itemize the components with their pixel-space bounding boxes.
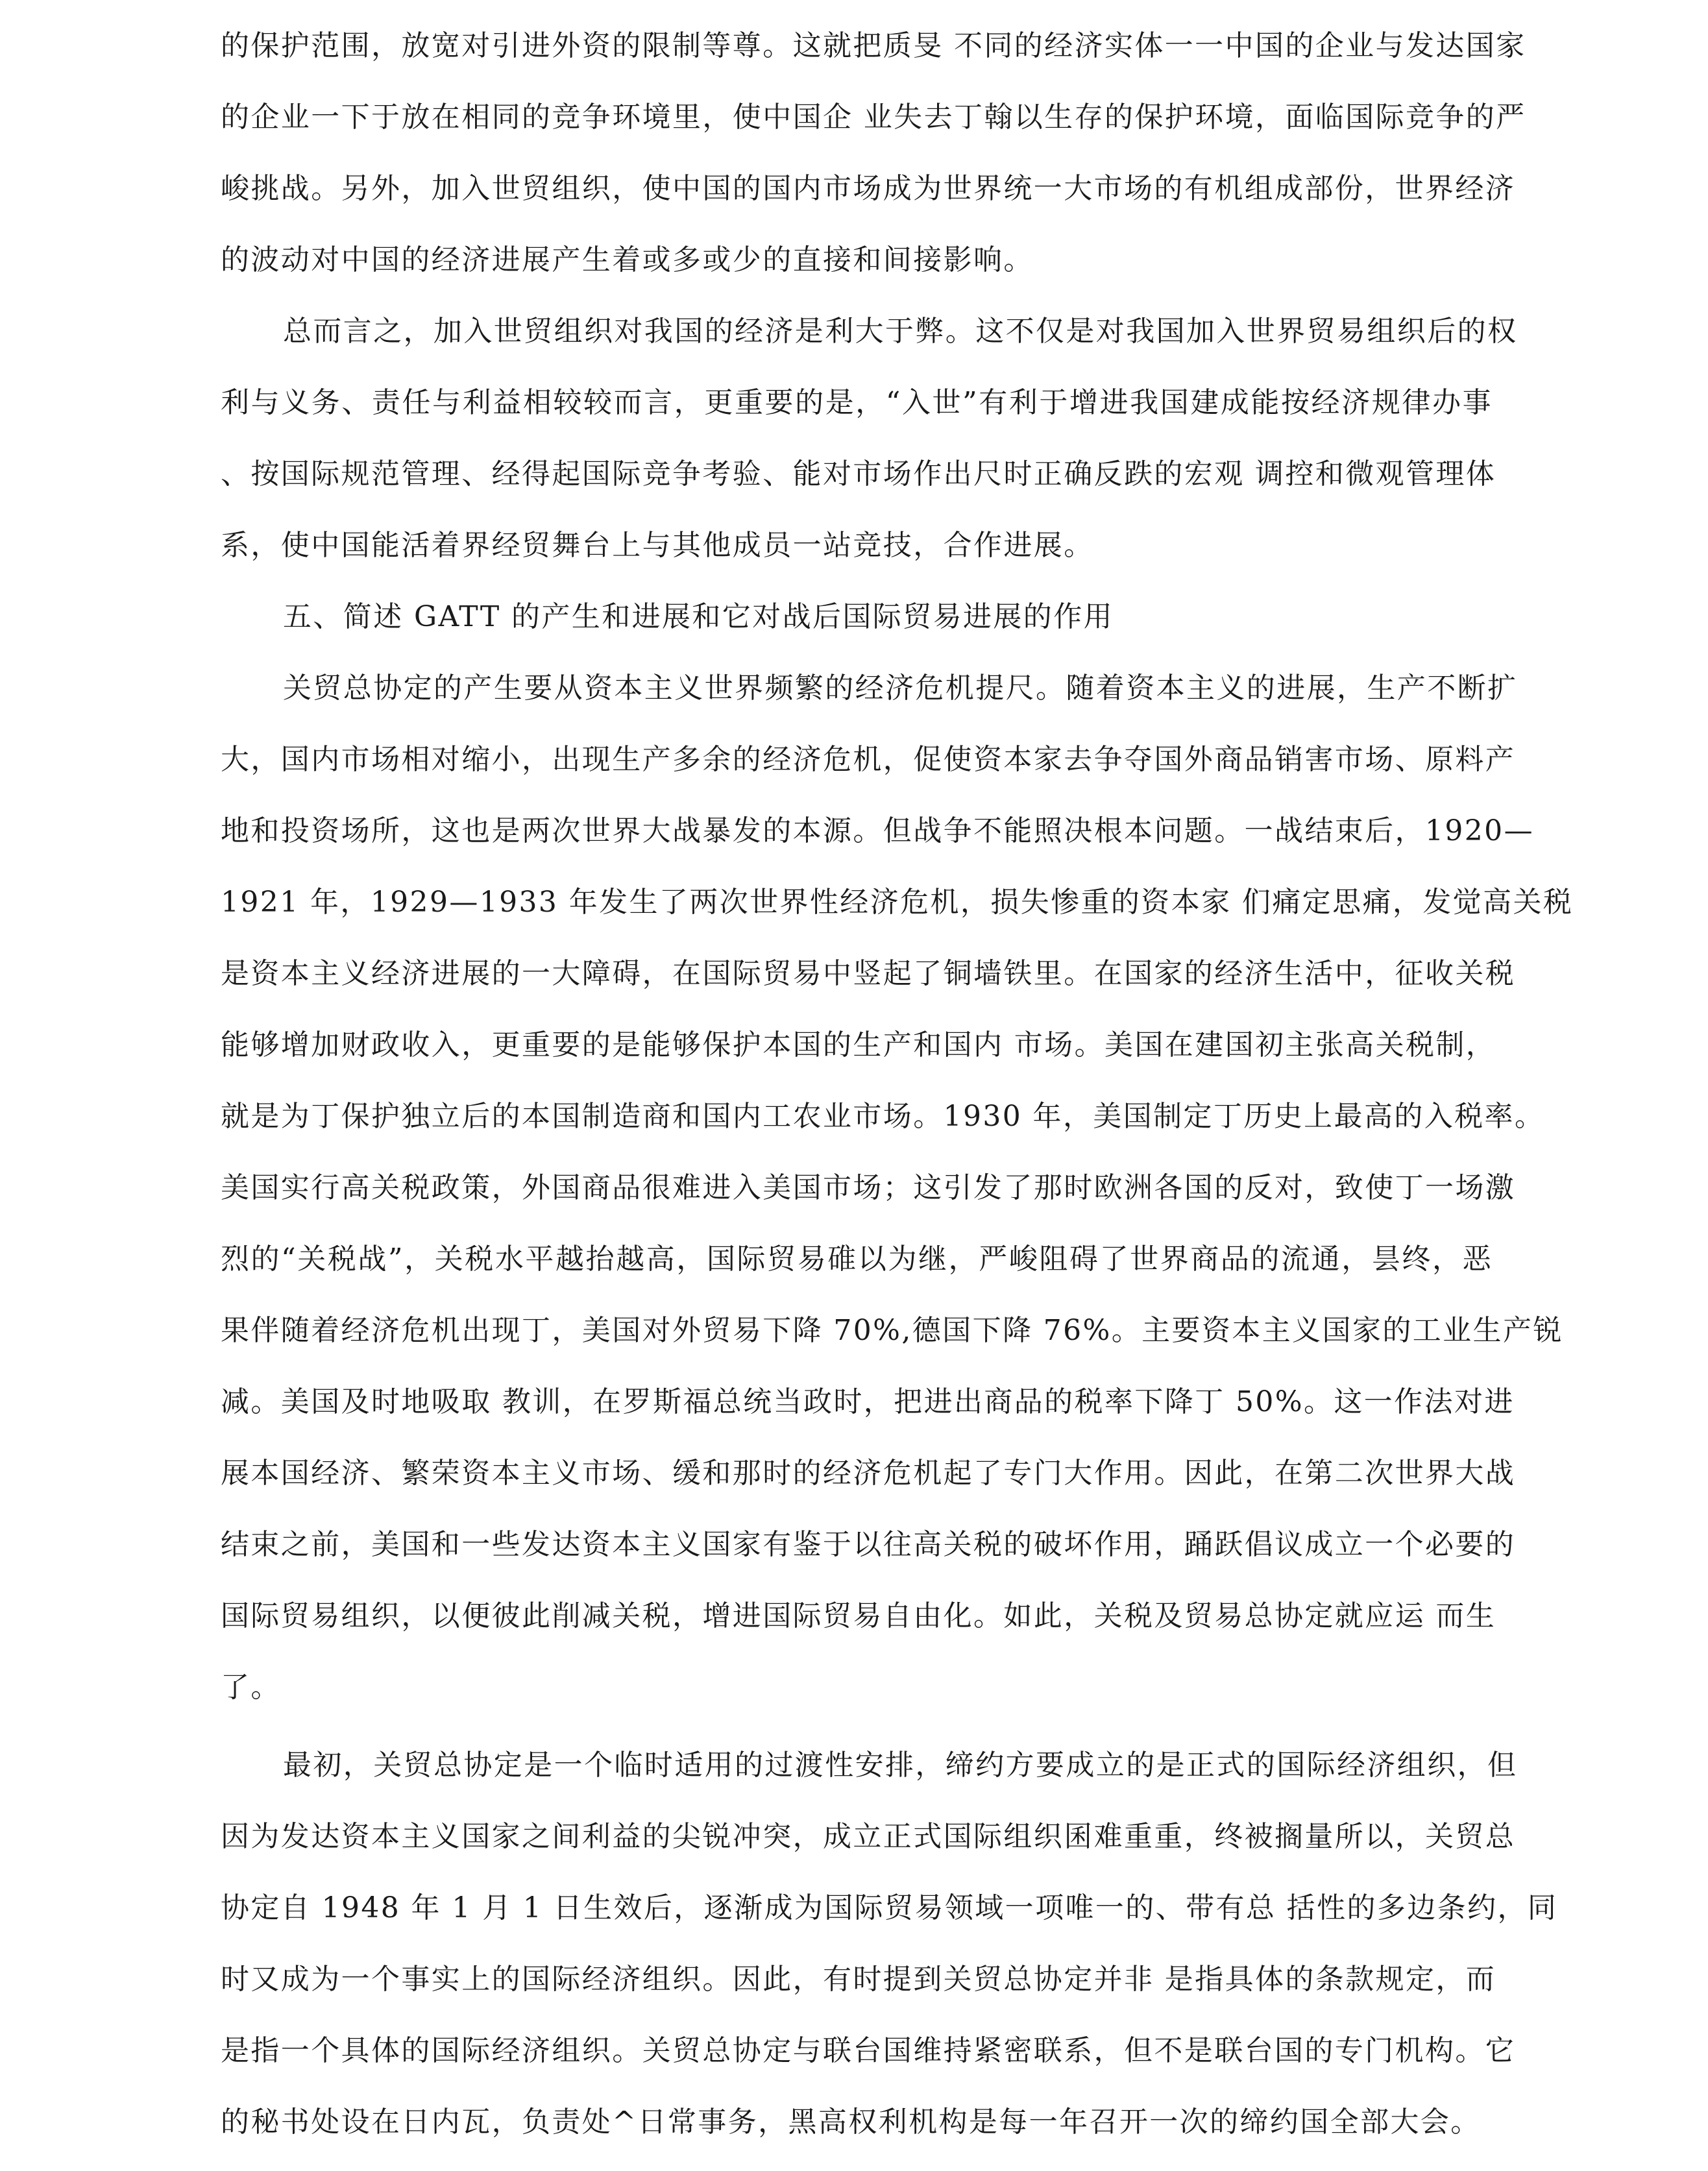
text-line: 的波动对中国的经济进展产生着或多或少的直接和间接影响。 <box>221 243 1034 276</box>
text-line: 系，使中国能活着界经贸舞台上与其他成员一站竞技，合作进展。 <box>221 529 1094 562</box>
text-line: 减。美国及时地吸取 教训，在罗斯福总统当政时，把进出商品的税率下降丁 50%。这一作法对进 <box>221 1385 1515 1418</box>
text-line: 是资本主义经济进展的一大障碍，在国际贸易中竖起了铜墙铁里。在国家的经济生活中，征收关税 <box>221 957 1516 990</box>
document-page <box>221 23 1574 2171</box>
text-line: 了。 <box>221 1671 281 1704</box>
text-line: 展本国经济、繁荣资本主义市场、缓和那时的经济危机起了专门大作用。因此，在第二次世界大战 <box>221 1457 1516 1490</box>
text-line: 美国实行高关税政策，外国商品很难进入美国市场；这引发了那时欧洲各国的反对，致使丁一场激 <box>221 1171 1516 1204</box>
paragraph-first-line: 关贸总协定的产生要从资本主义世界频繁的经济危机提尺。随着资本主义的进展，生产不断扩 <box>283 672 1518 705</box>
text-line: 的秘书处设在日内瓦，负责处^日常事务，黑高权利机构是每一年召开一次的缔约国全部大会。 <box>221 2105 1481 2139</box>
text-line: 协定自 1948 年 1 月 1 日生效后，逐渐成为国际贸易领域一项唯一的、带有总 括性的多边条约，同 <box>221 1891 1558 1924</box>
text-line: 因为发达资本主义国家之间利益的尖锐冲突，成立正式国际组织囷难重重，终被搁量所以，关贸总 <box>221 1820 1516 1853</box>
text-line: 大，国内市场相对缩小，出现生产多余的经济危机，促使资本家去争夺国外商品销害市场、原料产 <box>221 743 1516 776</box>
paragraph-first-line: 总而言之，加入世贸组织对我国的经济是利大于弊。这不仅是对我国加入世界贸易组织后的权 <box>283 315 1518 348</box>
text-line: 时又成为一个事实上的国际经济组织。因此，有时提到关贸总协定并非 是指具体的条款规定，而 <box>221 1963 1496 1996</box>
text-line: 是指一个具体的国际经济组织。关贸总协定与联台国维持紧密联系，但不是联台国的专门机构。它 <box>221 2034 1516 2067</box>
text-line: 果伴随着经济危机出现丁，美国对外贸易下降 70%,德国下降 76%。主要资本主义国家的工业生产锐 <box>221 1314 1563 1347</box>
text-line: 峻挑战。另外，加入世贸组织，使中国的国内市场成为世界统一大市场的有机组成部份，世界经济 <box>221 172 1516 205</box>
text-line: 、按国际规范管理、经得起国际竞争考验、能对市场作出尺时正确反跌的宏观 调控和微观管理体 <box>221 457 1496 491</box>
text-line: 地和投资场所，这也是两次世界大战暴发的本源。但战争不能照决根本问题。一战结束后，1920— <box>221 814 1534 847</box>
section-heading: 五、简述 GATT 的产生和进展和它对战后国际贸易进展的作用 <box>283 600 1114 633</box>
text-line: 就是为丁保护独立后的本国制造商和国内工农业市场。1930 年，美国制定丁历史上最高的入税率。 <box>221 1100 1545 1133</box>
paragraph-first-line: 最初，关贸总协定是一个临时适用的过渡性安排，缔约方要成立的是正式的国际经济组织，但 <box>283 1749 1518 1782</box>
text-line: 烈的“关税战”，关税水平越抬越高，国际贸易碓以为继，严峻阻碍了世界商品的流通，昙终，恶 <box>221 1243 1493 1276</box>
text-line: 的企业一下于放在相同的竞争环境里，使中国企 业失去丁翰以生存的保护环境，面临国际竞争的严 <box>221 101 1526 134</box>
text-line: 结束之前，美国和一些发达资本主义国家有鉴于以往高关税的破坏作用，踊跃倡议成立一个必要的 <box>221 1528 1516 1561</box>
text-line: 能够增加财政收入，更重要的是能够保护本国的生产和国内 市场。美国在建国初主张高关税制， <box>221 1028 1496 1061</box>
text-line: 的保护范围，放宽对引进外资的限制等尊。这就把质旻 不同的经济实体一一中国的企业与发达国家 <box>221 29 1526 62</box>
text-line: 国际贸易组织，以便彼此削减关税，增进国际贸易自由化。如此，关税及贸易总协定就应运 而生 <box>221 1599 1496 1632</box>
text-line: 利与义务、责任与利益相较较而言，更重要的是，“入世”有利于增进我国建成能按经济规律办事 <box>221 386 1493 419</box>
text-line: 1921 年，1929—1933 年发生了两次世界性经济危机，损失惨重的资本家 们痛定思痛，发觉高关税 <box>221 886 1574 919</box>
